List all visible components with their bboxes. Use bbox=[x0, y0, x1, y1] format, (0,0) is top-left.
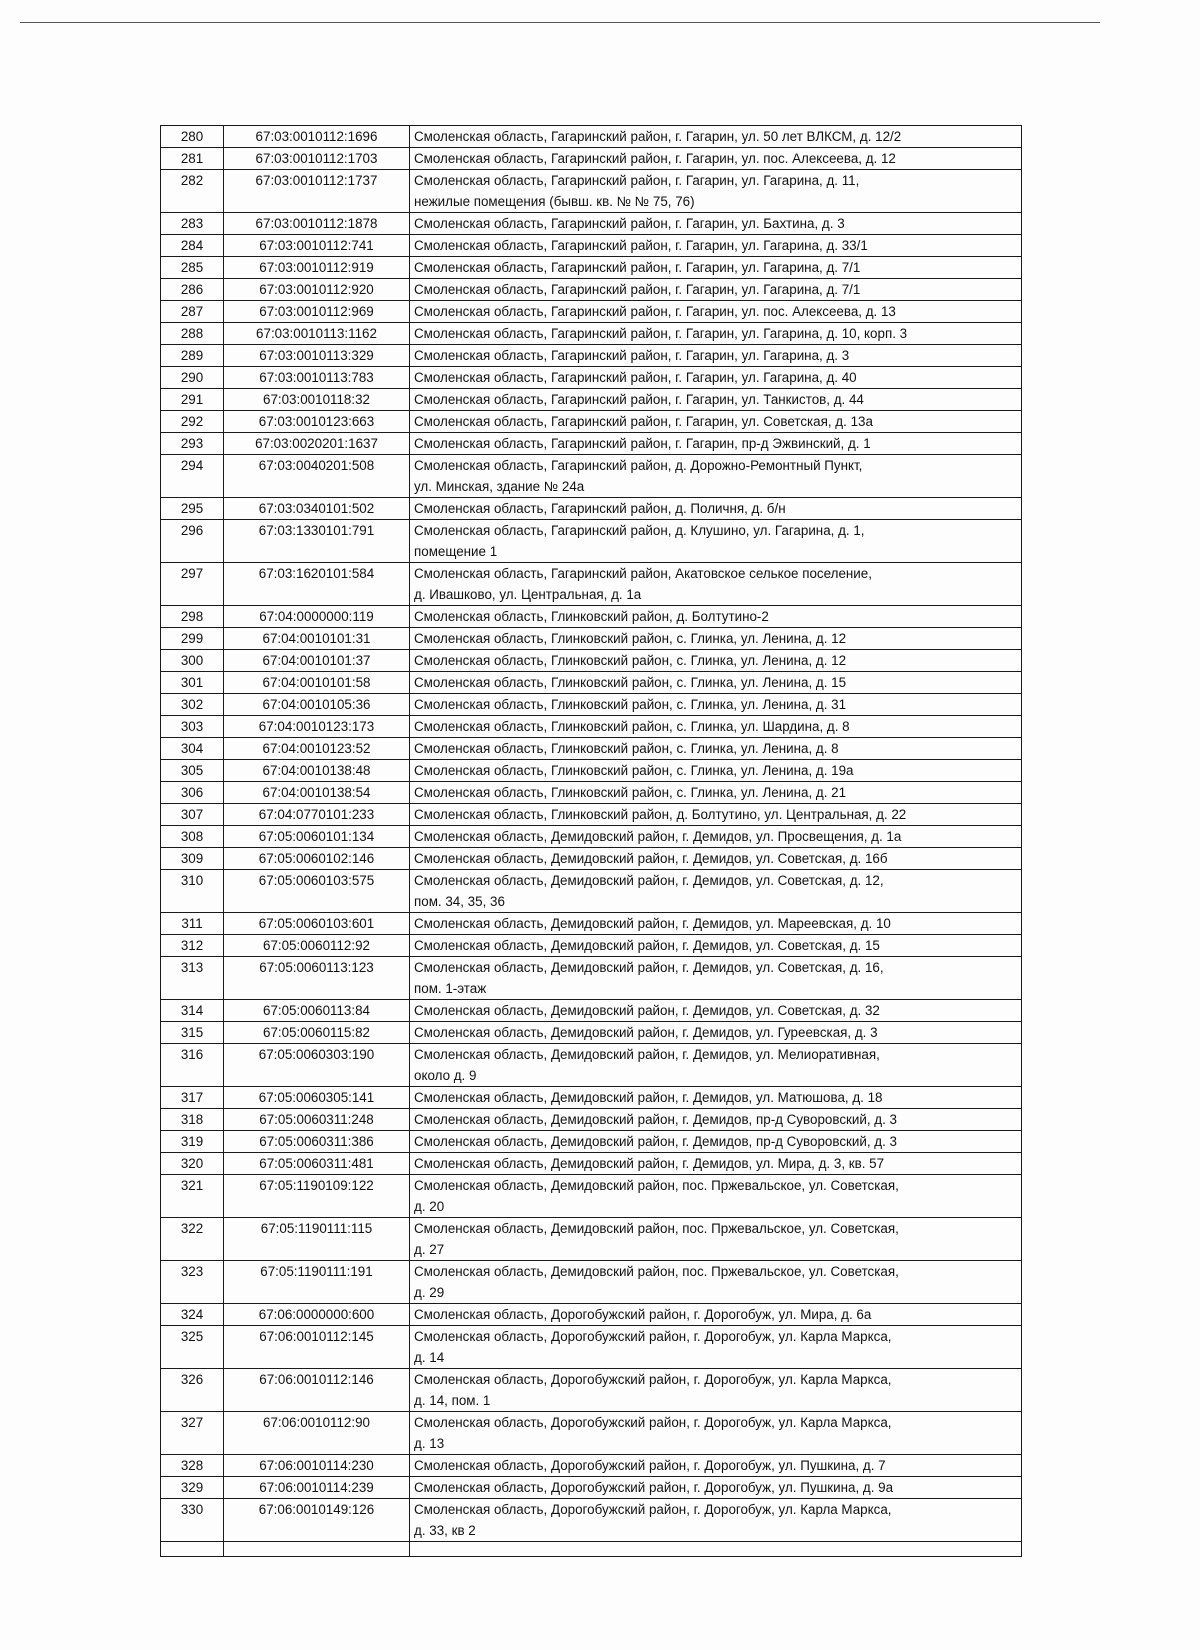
cadastral-number-cell: 67:05:0060305:141 bbox=[224, 1087, 410, 1109]
cadastral-number-cell: 67:05:0060115:82 bbox=[224, 1022, 410, 1044]
address-line: д. 33, кв 2 bbox=[414, 1523, 476, 1538]
cadastral-number-cell: 67:06:0010112:90 bbox=[224, 1412, 410, 1455]
table-row bbox=[161, 1131, 1022, 1153]
cadastral-number-cell: 67:05:1190111:115 bbox=[224, 1218, 410, 1261]
address-cell bbox=[410, 1455, 1022, 1477]
cadastral-number-cell: 67:03:0010112:1696 bbox=[224, 126, 410, 148]
row-number-cell: 327 bbox=[161, 1412, 224, 1455]
table-row bbox=[161, 1369, 1022, 1412]
address-cell bbox=[410, 389, 1022, 411]
row-number-cell: 307 bbox=[161, 804, 224, 826]
address-line: Смоленская область, Глинковский район, с. Глинка, ул. Ленина, д. 12 bbox=[414, 653, 847, 668]
cadastral-number-cell: 67:05:0060311:386 bbox=[224, 1131, 410, 1153]
cadastral-number-cell: 67:04:0010101:37 bbox=[224, 650, 410, 672]
cadastral-number-cell: 67:05:1190109:122 bbox=[224, 1175, 410, 1218]
cadastral-number-cell: 67:03:0010112:1703 bbox=[224, 148, 410, 170]
address-line: Смоленская область, Гагаринский район, г. Гагарин, ул. Гагарина, д. 11, bbox=[414, 173, 860, 188]
address-line: Смоленская область, Гагаринский район, д. Клушино, ул. Гагарина, д. 1, bbox=[414, 523, 865, 538]
row-number-cell: 290 bbox=[161, 367, 224, 389]
row-number-cell: 325 bbox=[161, 1326, 224, 1369]
address-line: Смоленская область, Демидовский район, г. Демидов, ул. Мира, д. 3, кв. 57 bbox=[414, 1156, 885, 1171]
address-cell bbox=[410, 628, 1022, 650]
address-line: Смоленская область, Гагаринский район, г. Гагарин, ул. Бахтина, д. 3 bbox=[414, 216, 845, 231]
address-cell bbox=[410, 760, 1022, 782]
address-cell bbox=[410, 1477, 1022, 1499]
address-line: д. 20 bbox=[414, 1199, 445, 1214]
row-number-cell: 300 bbox=[161, 650, 224, 672]
address-line: Смоленская область, Гагаринский район, Акатовское селькое поселение, bbox=[414, 566, 872, 581]
cadastral-number-cell: 67:04:0770101:233 bbox=[224, 804, 410, 826]
cadastral-number-cell: 67:03:0010112:919 bbox=[224, 257, 410, 279]
row-number-cell: 328 bbox=[161, 1455, 224, 1477]
row-number-cell: 282 bbox=[161, 170, 224, 213]
table-row bbox=[161, 957, 1022, 1000]
table-row bbox=[161, 520, 1022, 563]
cadastral-number-cell: 67:05:0060113:123 bbox=[224, 957, 410, 1000]
address-cell bbox=[410, 1218, 1022, 1261]
address-cell bbox=[410, 1109, 1022, 1131]
cadastral-number-cell: 67:03:0010118:32 bbox=[224, 389, 410, 411]
table-row bbox=[161, 870, 1022, 913]
address-line: пом. 1-этаж bbox=[414, 981, 487, 996]
registry-table bbox=[160, 125, 1022, 1557]
address-line: д. 29 bbox=[414, 1285, 445, 1300]
table-row bbox=[161, 760, 1022, 782]
address-cell bbox=[410, 650, 1022, 672]
table-row bbox=[161, 1455, 1022, 1477]
address-line: Смоленская область, Демидовский район, пос. Пржевальское, ул. Советская, bbox=[414, 1221, 899, 1236]
address-line: Смоленская область, Демидовский район, г. Демидов, ул. Мареевская, д. 10 bbox=[414, 916, 891, 931]
address-line: Смоленская область, Глинковский район, с. Глинка, ул. Ленина, д. 19а bbox=[414, 763, 854, 778]
address-line: нежилые помещения (бывш. кв. № № 75, 76) bbox=[414, 194, 695, 209]
row-number-cell: 281 bbox=[161, 148, 224, 170]
address-line: Смоленская область, Демидовский район, г. Демидов, ул. Советская, д. 12, bbox=[414, 873, 884, 888]
address-cell bbox=[410, 694, 1022, 716]
address-cell bbox=[410, 826, 1022, 848]
table-row bbox=[161, 126, 1022, 148]
registry-table-wrap bbox=[160, 125, 1022, 1557]
table-row bbox=[161, 1087, 1022, 1109]
cadastral-number-cell: 67:06:0010112:146 bbox=[224, 1369, 410, 1412]
address-line: Смоленская область, Гагаринский район, г. Гагарин, ул. пос. Алексеева, д. 12 bbox=[414, 151, 896, 166]
address-cell bbox=[410, 411, 1022, 433]
address-line: Смоленская область, Гагаринский район, г. Гагарин, ул. 50 лет ВЛКСМ, д. 12/2 bbox=[414, 129, 902, 144]
table-row-empty bbox=[161, 1542, 1022, 1557]
row-number-cell: 298 bbox=[161, 606, 224, 628]
cadastral-number-cell: 67:04:0010101:31 bbox=[224, 628, 410, 650]
row-number-cell: 280 bbox=[161, 126, 224, 148]
address-line: Смоленская область, Гагаринский район, д. Поличня, д. б/н bbox=[414, 501, 786, 516]
row-number-cell: 303 bbox=[161, 716, 224, 738]
table-row bbox=[161, 1261, 1022, 1304]
cadastral-number-cell: 67:05:0060311:248 bbox=[224, 1109, 410, 1131]
row-number-cell: 317 bbox=[161, 1087, 224, 1109]
address-cell bbox=[410, 1412, 1022, 1455]
address-line: Смоленская область, Глинковский район, с. Глинка, ул. Ленина, д. 15 bbox=[414, 675, 847, 690]
row-number-cell: 305 bbox=[161, 760, 224, 782]
address-line: Смоленская область, Гагаринский район, г. Гагарин, ул. пос. Алексеева, д. 13 bbox=[414, 304, 896, 319]
row-number-cell: 318 bbox=[161, 1109, 224, 1131]
table-row bbox=[161, 1218, 1022, 1261]
table-row bbox=[161, 935, 1022, 957]
address-cell bbox=[410, 126, 1022, 148]
address-cell bbox=[410, 1175, 1022, 1218]
address-cell bbox=[410, 870, 1022, 913]
table-row bbox=[161, 694, 1022, 716]
address-cell bbox=[410, 1369, 1022, 1412]
empty-cell bbox=[161, 1542, 224, 1557]
empty-cell bbox=[410, 1542, 1022, 1557]
address-cell bbox=[410, 170, 1022, 213]
address-line: д. Ивашково, ул. Центральная, д. 1а bbox=[414, 587, 642, 602]
table-row bbox=[161, 498, 1022, 520]
address-line: Смоленская область, Гагаринский район, г. Гагарин, ул. Гагарина, д. 10, корп. 3 bbox=[414, 326, 908, 341]
row-number-cell: 287 bbox=[161, 301, 224, 323]
address-cell bbox=[410, 1087, 1022, 1109]
row-number-cell: 301 bbox=[161, 672, 224, 694]
table-row bbox=[161, 804, 1022, 826]
row-number-cell: 311 bbox=[161, 913, 224, 935]
cadastral-number-cell: 67:04:0010123:52 bbox=[224, 738, 410, 760]
cadastral-number-cell: 67:06:0010114:239 bbox=[224, 1477, 410, 1499]
address-cell bbox=[410, 1153, 1022, 1175]
row-number-cell: 308 bbox=[161, 826, 224, 848]
address-line: пом. 34, 35, 36 bbox=[414, 894, 505, 909]
cadastral-number-cell: 67:05:0060102:146 bbox=[224, 848, 410, 870]
table-row bbox=[161, 738, 1022, 760]
cadastral-number-cell: 67:04:0010138:48 bbox=[224, 760, 410, 782]
table-row bbox=[161, 606, 1022, 628]
address-line: Смоленская область, Демидовский район, г. Демидов, ул. Мелиоративная, bbox=[414, 1047, 880, 1062]
address-line: Смоленская область, Глинковский район, с. Глинка, ул. Ленина, д. 21 bbox=[414, 785, 847, 800]
address-line: Смоленская область, Гагаринский район, г. Гагарин, ул. Танкистов, д. 44 bbox=[414, 392, 864, 407]
row-number-cell: 323 bbox=[161, 1261, 224, 1304]
cadastral-number-cell: 67:06:0010114:230 bbox=[224, 1455, 410, 1477]
row-number-cell: 285 bbox=[161, 257, 224, 279]
row-number-cell: 295 bbox=[161, 498, 224, 520]
cadastral-number-cell: 67:03:1620101:584 bbox=[224, 563, 410, 606]
table-row bbox=[161, 455, 1022, 498]
address-cell bbox=[410, 301, 1022, 323]
address-line: Смоленская область, Глинковский район, д. Болтутино-2 bbox=[414, 609, 769, 624]
table-row bbox=[161, 1477, 1022, 1499]
cadastral-number-cell: 67:03:0010113:1162 bbox=[224, 323, 410, 345]
table-row bbox=[161, 1499, 1022, 1542]
address-cell bbox=[410, 804, 1022, 826]
address-line: Смоленская область, Глинковский район, с. Глинка, ул. Ленина, д. 31 bbox=[414, 697, 847, 712]
cadastral-number-cell: 67:05:1190111:191 bbox=[224, 1261, 410, 1304]
table-row bbox=[161, 1412, 1022, 1455]
address-cell bbox=[410, 738, 1022, 760]
address-cell bbox=[410, 213, 1022, 235]
table-row bbox=[161, 628, 1022, 650]
address-line: Смоленская область, Глинковский район, с. Глинка, ул. Ленина, д. 8 bbox=[414, 741, 839, 756]
address-cell bbox=[410, 235, 1022, 257]
address-cell bbox=[410, 257, 1022, 279]
address-line: Смоленская область, Гагаринский район, г. Гагарин, пр-д Эжвинский, д. 1 bbox=[414, 436, 871, 451]
address-line: Смоленская область, Дорогобужский район, г. Дорогобуж, ул. Карла Маркса, bbox=[414, 1329, 892, 1344]
address-line: помещение 1 bbox=[414, 544, 498, 559]
table-row bbox=[161, 848, 1022, 870]
table-row bbox=[161, 213, 1022, 235]
table-row bbox=[161, 235, 1022, 257]
address-cell bbox=[410, 1261, 1022, 1304]
address-line: Смоленская область, Глинковский район, д. Болтутино, ул. Центральная, д. 22 bbox=[414, 807, 907, 822]
address-cell bbox=[410, 1131, 1022, 1153]
row-number-cell: 326 bbox=[161, 1369, 224, 1412]
table-row bbox=[161, 650, 1022, 672]
row-number-cell: 288 bbox=[161, 323, 224, 345]
row-number-cell: 314 bbox=[161, 1000, 224, 1022]
row-number-cell: 293 bbox=[161, 433, 224, 455]
address-line: Смоленская область, Дорогобужский район, г. Дорогобуж, ул. Мира, д. 6а bbox=[414, 1307, 872, 1322]
row-number-cell: 309 bbox=[161, 848, 224, 870]
row-number-cell: 284 bbox=[161, 235, 224, 257]
cadastral-number-cell: 67:05:0060113:84 bbox=[224, 1000, 410, 1022]
registry-table-body bbox=[161, 126, 1022, 1557]
cadastral-number-cell: 67:05:0060101:134 bbox=[224, 826, 410, 848]
cadastral-number-cell: 67:04:0010123:173 bbox=[224, 716, 410, 738]
cadastral-number-cell: 67:05:0060112:92 bbox=[224, 935, 410, 957]
table-row bbox=[161, 389, 1022, 411]
cadastral-number-cell: 67:06:0010112:145 bbox=[224, 1326, 410, 1369]
address-line: Смоленская область, Демидовский район, пос. Пржевальское, ул. Советская, bbox=[414, 1264, 899, 1279]
cadastral-number-cell: 67:03:0010112:741 bbox=[224, 235, 410, 257]
row-number-cell: 315 bbox=[161, 1022, 224, 1044]
cadastral-number-cell: 67:06:0000000:600 bbox=[224, 1304, 410, 1326]
table-row bbox=[161, 148, 1022, 170]
address-cell bbox=[410, 1022, 1022, 1044]
table-row bbox=[161, 279, 1022, 301]
table-row bbox=[161, 716, 1022, 738]
address-line: Смоленская область, Демидовский район, г. Демидов, пр-д Суворовский, д. 3 bbox=[414, 1112, 897, 1127]
table-row bbox=[161, 1000, 1022, 1022]
row-number-cell: 329 bbox=[161, 1477, 224, 1499]
address-line: Смоленская область, Дорогобужский район, г. Дорогобуж, ул. Карла Маркса, bbox=[414, 1372, 892, 1387]
table-row bbox=[161, 1326, 1022, 1369]
address-cell bbox=[410, 498, 1022, 520]
address-cell bbox=[410, 606, 1022, 628]
table-row bbox=[161, 257, 1022, 279]
address-line: Смоленская область, Демидовский район, г. Демидов, ул. Советская, д. 16б bbox=[414, 851, 888, 866]
address-cell bbox=[410, 148, 1022, 170]
address-cell bbox=[410, 367, 1022, 389]
address-line: Смоленская область, Гагаринский район, г. Гагарин, ул. Гагарина, д. 33/1 bbox=[414, 238, 868, 253]
address-line: Смоленская область, Демидовский район, г. Демидов, ул. Советская, д. 16, bbox=[414, 960, 884, 975]
table-row bbox=[161, 1022, 1022, 1044]
table-row bbox=[161, 563, 1022, 606]
empty-cell bbox=[224, 1542, 410, 1557]
address-cell bbox=[410, 1499, 1022, 1542]
address-cell bbox=[410, 957, 1022, 1000]
row-number-cell: 319 bbox=[161, 1131, 224, 1153]
address-cell bbox=[410, 279, 1022, 301]
row-number-cell: 316 bbox=[161, 1044, 224, 1087]
row-number-cell: 297 bbox=[161, 563, 224, 606]
row-number-cell: 299 bbox=[161, 628, 224, 650]
address-line: Смоленская область, Гагаринский район, д. Дорожно-Ремонтный Пункт, bbox=[414, 458, 863, 473]
address-line: д. 14 bbox=[414, 1350, 445, 1365]
row-number-cell: 324 bbox=[161, 1304, 224, 1326]
row-number-cell: 304 bbox=[161, 738, 224, 760]
address-cell bbox=[410, 1326, 1022, 1369]
address-line: Смоленская область, Демидовский район, г. Демидов, ул. Советская, д. 32 bbox=[414, 1003, 880, 1018]
address-line: Смоленская область, Гагаринский район, г. Гагарин, ул. Советская, д. 13а bbox=[414, 414, 873, 429]
table-row bbox=[161, 367, 1022, 389]
address-cell bbox=[410, 323, 1022, 345]
address-cell bbox=[410, 913, 1022, 935]
cadastral-number-cell: 67:05:0060311:481 bbox=[224, 1153, 410, 1175]
row-number-cell: 312 bbox=[161, 935, 224, 957]
cadastral-number-cell: 67:05:0060103:575 bbox=[224, 870, 410, 913]
address-cell bbox=[410, 935, 1022, 957]
address-line: Смоленская область, Демидовский район, пос. Пржевальское, ул. Советская, bbox=[414, 1178, 899, 1193]
address-line: Смоленская область, Демидовский район, г. Демидов, пр-д Суворовский, д. 3 bbox=[414, 1134, 897, 1149]
row-number-cell: 321 bbox=[161, 1175, 224, 1218]
row-number-cell: 296 bbox=[161, 520, 224, 563]
row-number-cell: 294 bbox=[161, 455, 224, 498]
cadastral-number-cell: 67:04:0010101:58 bbox=[224, 672, 410, 694]
cadastral-number-cell: 67:04:0010105:36 bbox=[224, 694, 410, 716]
cadastral-number-cell: 67:03:0010112:969 bbox=[224, 301, 410, 323]
row-number-cell: 286 bbox=[161, 279, 224, 301]
table-row bbox=[161, 323, 1022, 345]
cadastral-number-cell: 67:04:0010138:54 bbox=[224, 782, 410, 804]
table-row bbox=[161, 826, 1022, 848]
row-number-cell: 313 bbox=[161, 957, 224, 1000]
table-row bbox=[161, 345, 1022, 367]
cadastral-number-cell: 67:05:0060103:601 bbox=[224, 913, 410, 935]
table-row bbox=[161, 913, 1022, 935]
cadastral-number-cell: 67:03:0040201:508 bbox=[224, 455, 410, 498]
row-number-cell: 289 bbox=[161, 345, 224, 367]
address-line: Смоленская область, Дорогобужский район, г. Дорогобуж, ул. Карла Маркса, bbox=[414, 1502, 892, 1517]
table-row bbox=[161, 1175, 1022, 1218]
top-rule bbox=[20, 22, 1100, 23]
address-line: около д. 9 bbox=[414, 1068, 477, 1083]
table-row bbox=[161, 1153, 1022, 1175]
row-number-cell: 330 bbox=[161, 1499, 224, 1542]
address-cell bbox=[410, 1000, 1022, 1022]
cadastral-number-cell: 67:03:0010123:663 bbox=[224, 411, 410, 433]
address-line: Смоленская область, Гагаринский район, г. Гагарин, ул. Гагарина, д. 40 bbox=[414, 370, 857, 385]
table-row bbox=[161, 170, 1022, 213]
address-line: д. 27 bbox=[414, 1242, 445, 1257]
address-line: Смоленская область, Глинковский район, с. Глинка, ул. Шардина, д. 8 bbox=[414, 719, 850, 734]
cadastral-number-cell: 67:03:0340101:502 bbox=[224, 498, 410, 520]
address-line: д. 14, пом. 1 bbox=[414, 1393, 491, 1408]
address-line: Смоленская область, Гагаринский район, г. Гагарин, ул. Гагарина, д. 3 bbox=[414, 348, 850, 363]
cadastral-number-cell: 67:03:0020201:1637 bbox=[224, 433, 410, 455]
address-line: Смоленская область, Дорогобужский район, г. Дорогобуж, ул. Пушкина, д. 9а bbox=[414, 1480, 894, 1495]
row-number-cell: 291 bbox=[161, 389, 224, 411]
cadastral-number-cell: 67:03:0010113:783 bbox=[224, 367, 410, 389]
address-line: Смоленская область, Демидовский район, г. Демидов, ул. Просвещения, д. 1а bbox=[414, 829, 902, 844]
row-number-cell: 322 bbox=[161, 1218, 224, 1261]
address-line: Смоленская область, Гагаринский район, г. Гагарин, ул. Гагарина, д. 7/1 bbox=[414, 260, 861, 275]
address-line: Смоленская область, Дорогобужский район, г. Дорогобуж, ул. Пушкина, д. 7 bbox=[414, 1458, 886, 1473]
address-line: ул. Минская, здание № 24а bbox=[414, 479, 585, 494]
address-line: Смоленская область, Гагаринский район, г. Гагарин, ул. Гагарина, д. 7/1 bbox=[414, 282, 861, 297]
address-cell bbox=[410, 782, 1022, 804]
address-cell bbox=[410, 1044, 1022, 1087]
row-number-cell: 310 bbox=[161, 870, 224, 913]
address-cell bbox=[410, 455, 1022, 498]
table-row bbox=[161, 1304, 1022, 1326]
address-cell bbox=[410, 520, 1022, 563]
address-cell bbox=[410, 848, 1022, 870]
cadastral-number-cell: 67:03:0010112:1737 bbox=[224, 170, 410, 213]
cadastral-number-cell: 67:03:0010112:920 bbox=[224, 279, 410, 301]
table-row bbox=[161, 411, 1022, 433]
cadastral-number-cell: 67:06:0010149:126 bbox=[224, 1499, 410, 1542]
table-row bbox=[161, 433, 1022, 455]
row-number-cell: 283 bbox=[161, 213, 224, 235]
row-number-cell: 302 bbox=[161, 694, 224, 716]
cadastral-number-cell: 67:03:0010113:329 bbox=[224, 345, 410, 367]
address-cell bbox=[410, 1304, 1022, 1326]
address-cell bbox=[410, 433, 1022, 455]
row-number-cell: 292 bbox=[161, 411, 224, 433]
address-line: Смоленская область, Демидовский район, г. Демидов, ул. Гуреевская, д. 3 bbox=[414, 1025, 878, 1040]
cadastral-number-cell: 67:05:0060303:190 bbox=[224, 1044, 410, 1087]
address-line: Смоленская область, Демидовский район, г. Демидов, ул. Советская, д. 15 bbox=[414, 938, 880, 953]
address-line: Смоленская область, Дорогобужский район, г. Дорогобуж, ул. Карла Маркса, bbox=[414, 1415, 892, 1430]
address-cell bbox=[410, 563, 1022, 606]
table-row bbox=[161, 672, 1022, 694]
address-line: Смоленская область, Глинковский район, с. Глинка, ул. Ленина, д. 12 bbox=[414, 631, 847, 646]
table-row bbox=[161, 1109, 1022, 1131]
table-row bbox=[161, 1044, 1022, 1087]
row-number-cell: 306 bbox=[161, 782, 224, 804]
row-number-cell: 320 bbox=[161, 1153, 224, 1175]
address-line: Смоленская область, Демидовский район, г. Демидов, ул. Матюшова, д. 18 bbox=[414, 1090, 883, 1105]
address-cell bbox=[410, 345, 1022, 367]
address-line: д. 13 bbox=[414, 1436, 445, 1451]
table-row bbox=[161, 301, 1022, 323]
cadastral-number-cell: 67:04:0000000:119 bbox=[224, 606, 410, 628]
address-cell bbox=[410, 672, 1022, 694]
cadastral-number-cell: 67:03:1330101:791 bbox=[224, 520, 410, 563]
table-row bbox=[161, 782, 1022, 804]
cadastral-number-cell: 67:03:0010112:1878 bbox=[224, 213, 410, 235]
address-cell bbox=[410, 716, 1022, 738]
